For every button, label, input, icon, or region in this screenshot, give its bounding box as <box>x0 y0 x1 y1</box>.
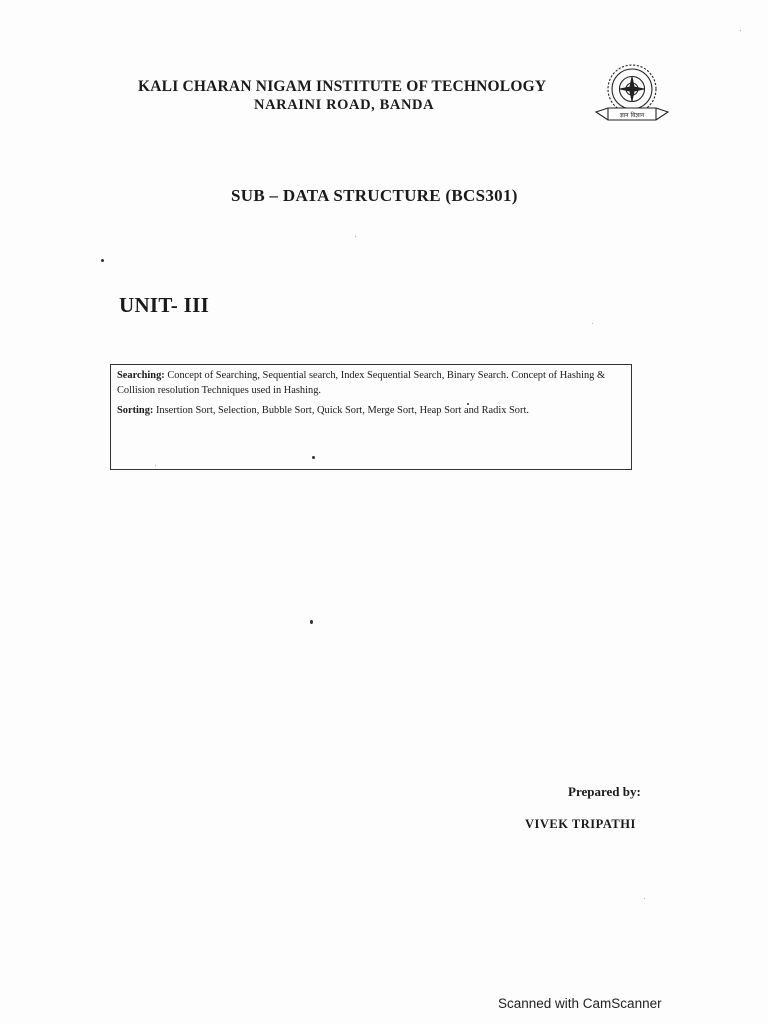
sorting-label: Sorting: <box>117 405 154 416</box>
scan-speck <box>101 259 104 262</box>
scan-speck <box>312 456 315 459</box>
institute-address: NARAINI ROAD, BANDA <box>254 97 435 113</box>
searching-text: Concept of Searching, Sequential search, Index Sequential Search, Binary Search. Concept of Hashing & Collision resolution Techniques used in Hashing. <box>117 370 606 396</box>
scan-speck <box>155 465 156 466</box>
searching-topics <box>117 368 625 398</box>
scanner-watermark: Scanned with CamScanner <box>498 996 662 1011</box>
prepared-by-label: Prepared by: <box>568 784 641 799</box>
institute-name: KALI CHARAN NIGAM INSTITUTE OF TECHNOLOGY <box>138 78 547 95</box>
scan-speck <box>592 323 593 324</box>
scan-speck <box>644 898 645 899</box>
sorting-topics <box>117 403 625 418</box>
searching-label: Searching: <box>117 370 165 381</box>
author-name: VIVEK TRIPATHI <box>525 817 636 831</box>
scan-speck <box>467 403 469 405</box>
subject-title: SUB – DATA STRUCTURE (BCS301) <box>231 186 518 205</box>
logo-ribbon-text: ज्ञान विज्ञान <box>619 112 645 119</box>
sorting-text: Insertion Sort, Selection, Bubble Sort, Quick Sort, Merge Sort, Heap Sort and Radix Sort. <box>153 405 529 416</box>
scan-speck <box>740 30 741 31</box>
syllabus-box <box>110 364 632 470</box>
scan-speck <box>310 620 313 624</box>
institute-seal-icon <box>594 62 670 126</box>
unit-title: UNIT- III <box>119 293 210 317</box>
scan-speck <box>355 236 356 237</box>
